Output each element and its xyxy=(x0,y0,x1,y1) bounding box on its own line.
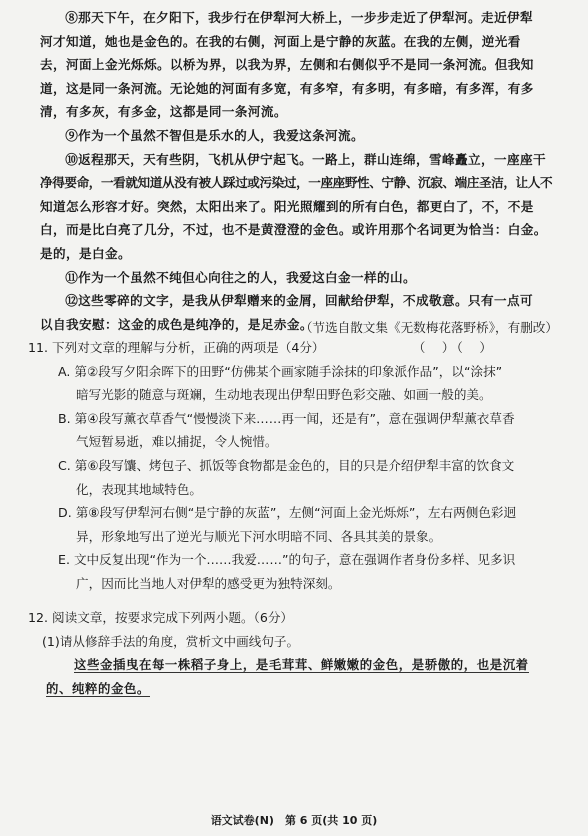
paragraph-12: ⑫这些零碎的文字，是我从伊犁赠来的金屑，回献给伊犁，不成敬意。只有一点可 以自我安慰：这金的成色是纯净的，是足赤金。 xyxy=(40,293,533,332)
option-e: E. 文中反复出现“作为一个……我爱……”的句子，意在强调作者身份多样、见多识 广，因而比当地人对伊犁的感受更为独特深刻。 xyxy=(58,552,516,591)
reading-passage xyxy=(40,6,560,336)
option-b: B. 第④段写薰衣草香气“慢慢淡下来……再一闻，还是有”，意在强调伊犁薰衣草香 气短暂易逝，难以捕捉，令人惋惜。 xyxy=(58,410,515,450)
paragraph-9: ⑨作为一个虽然不智但是乐水的人，我爱这条河流。 xyxy=(65,127,365,143)
question-11 xyxy=(28,336,558,596)
paragraph-11: ⑪作为一个虽然不纯但心向往之的人，我爱这白金一样的山。 xyxy=(65,269,417,285)
question-12-sub-1: (1)请从修辞手法的角度，赏析文中画线句子。 xyxy=(42,633,300,649)
passage-source: （节选自散文集《无数梅花落野桥》，有删改） xyxy=(299,320,558,335)
question-12-stem: 12. 阅读文章，按要求完成下列两小题。（6分） xyxy=(28,610,294,625)
question-11-stem: 11. 下列对文章的理解与分析，正确的两项是（4分） xyxy=(28,340,325,355)
quote-line: 的、纯粹的金色。 xyxy=(46,680,150,696)
question-12 xyxy=(28,606,558,700)
quote-line: 这些金插曳在每一株稻子身上，是毛茸茸、鲜嫩嫩的金色，是骄傲的，也是沉着 xyxy=(74,657,529,673)
option-d: D. 第⑧段写伊犁河右侧“是宁静的灰蓝”，左侧“河面上金光烁烁”，左右两侧色彩迥 异，形象地写出了逆光与顺光下河水明暗不同、各具其美的景象。 xyxy=(58,505,517,544)
paragraph-10: ⑩返程那天，天有些阴，飞机从伊宁起飞。一路上，群山连绵，雪峰矗立，一座座干 净得要命，一看就知道从没有被人踩过或污染过，一座座野性、宁静、沉寂、端庄圣洁，让人不 知道怎么形容才好。突然，太阳出来了。阳光照耀到的所有白色，都更白了，不，不是 白，而是比白亮了几分，不过，也不是黄澄澄的金色。或许用那个名词更为恰当：白金。 是的，是白金。 xyxy=(40,151,553,261)
option-c: C. 第⑥段写馕、烤包子、抓饭等食物都是金色的，目的只是介绍伊犁丰富的饮食文 化，表现其地域特色。 xyxy=(58,457,515,497)
paragraph-8: ⑧那天下午，在夕阳下，我步行在伊犁河大桥上，一步步走近了伊犁河。走近伊犁 河才知道，她也是金色的。在我的右侧，河面上是宁静的灰蓝。在我的左侧，逆光看 去，河面上金光烁烁。以桥为界，以我为界，左侧和右侧似乎不是同一条河流。但我知 道，这是同一条河流。无论她的河面有多宽，有多窄，有多明，有多暗，有多浑，有多 清，有多灰，有多金，这都是同一条河流。 xyxy=(40,10,534,120)
page-footer: 语文试卷(N) 第 6 页(共 10 页) xyxy=(210,814,378,827)
underlined-sentence xyxy=(28,653,558,700)
answer-blanks[interactable]: （ ）（ ） xyxy=(412,340,494,355)
option-a: A. 第②段写夕阳余晖下的田野“仿佛某个画家随手涂抹的印象派作品”，以“涂抹” 暗写光影的随意与斑斓，生动地表现出伊犁田野色彩交融、如画一般的美。 xyxy=(58,363,503,403)
